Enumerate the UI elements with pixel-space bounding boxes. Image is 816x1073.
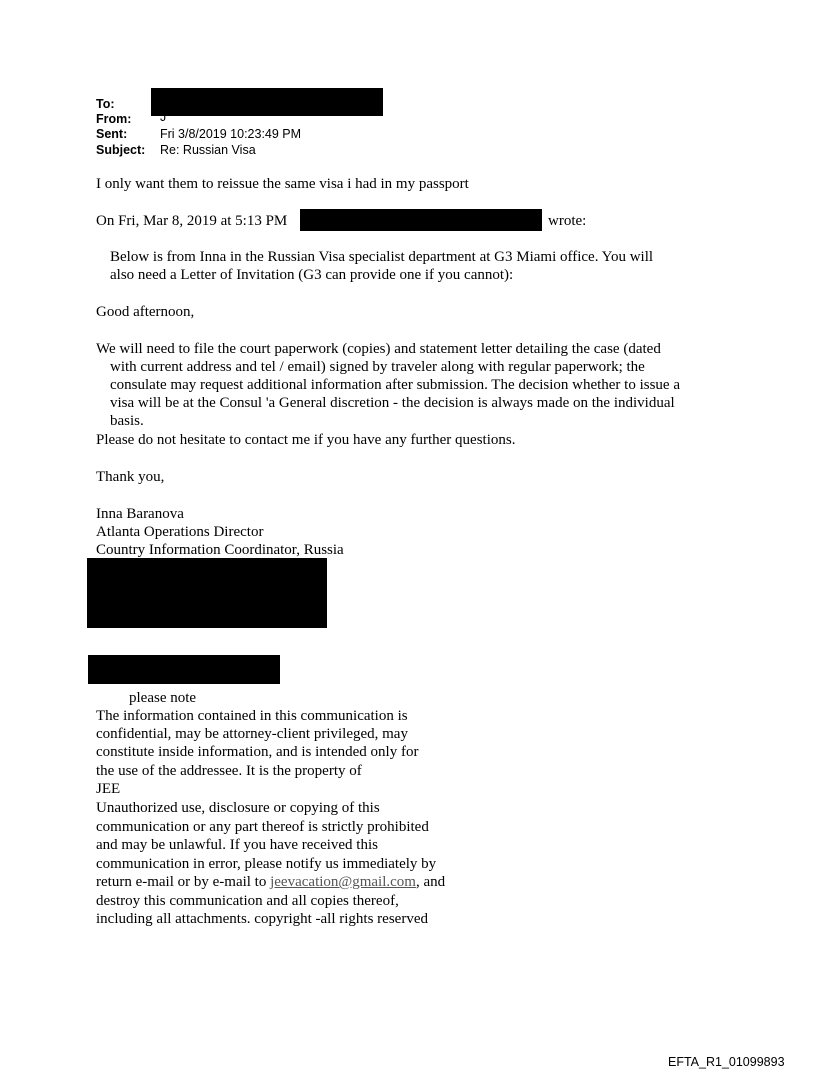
sent-label: Sent: [96,127,128,141]
disclaimer-line: Unauthorized use, disclosure or copying of this [96,800,380,816]
greeting: Good afternoon, [96,304,195,320]
quote-intro-wrote: wrote: [548,213,587,229]
disclaimer-line: communication or any part thereof is strictly prohibited [96,819,429,835]
subject-value: Re: Russian Visa [160,143,256,157]
para-line: visa will be at the Consul 'a General discretion - the decision is always made on the individual [110,395,675,411]
email-prefix: return e-mail or by e-mail to [96,874,271,890]
para-line: with current address and tel / email) signed by traveler along with regular paperwork; the [110,359,645,375]
thanks: Thank you, [96,469,165,485]
disclaimer-line: destroy this communication and all copies thereof, [96,893,399,909]
quote-intro: On Fri, Mar 8, 2019 at 5:13 PM [96,213,288,229]
disclaimer-line: the use of the addressee. It is the property of [96,763,362,779]
email-link[interactable]: jeevacation@gmail.com [270,874,416,890]
to-label: To: [96,97,115,111]
signature-title-1: Atlanta Operations Director [96,524,264,540]
signature-title-2: Country Information Coordinator, Russia [96,542,344,558]
disclaimer-line: communication in error, please notify us immediately by [96,856,437,872]
disclaimer-line: including all attachments. copyright -all rights reserved [96,911,428,927]
contact-line: Please do not hesitate to contact me if you have any further questions. [96,432,516,448]
reply-text: I only want them to reissue the same visa i had in my passport [96,176,469,192]
email-suffix: , and [415,874,446,890]
disclaimer-line: constitute inside information, and is intended only for [96,744,419,760]
disclaimer-line: The information contained in this communication is [96,708,408,724]
para-line: consulate may request additional information after submission. The decision whether to issue a [110,377,680,393]
disclaimer-line: confidential, may be attorney-client privileged, may [96,726,408,742]
redacted-sender [300,209,542,231]
forward-line-1: Below is from Inna in the Russian Visa specialist department at G3 Miami office. You will [110,249,654,265]
disclaimer-line: and may be unlawful. If you have received this [96,837,378,853]
subject-label: Subject: [96,143,146,157]
disclaimer-email-line [96,873,445,891]
signature-name: Inna Baranova [96,506,184,522]
para-line: basis. [110,413,144,429]
disclaimer-note: please note [129,690,197,706]
redacted-signature-block [87,558,327,628]
para-line: We will need to file the court paperwork (copies) and statement letter detailing the case (dated [96,341,661,357]
redacted-line [88,655,280,684]
forward-line-2: also need a Letter of Invitation (G3 can provide one if you cannot): [110,267,514,283]
document-id: EFTA_R1_01099893 [668,1055,785,1069]
redacted-to-recipient [151,88,383,116]
from-value: J [160,110,167,124]
disclaimer-line: JEE [96,781,121,797]
sent-value: Fri 3/8/2019 10:23:49 PM [160,127,302,141]
from-label: From: [96,112,132,126]
